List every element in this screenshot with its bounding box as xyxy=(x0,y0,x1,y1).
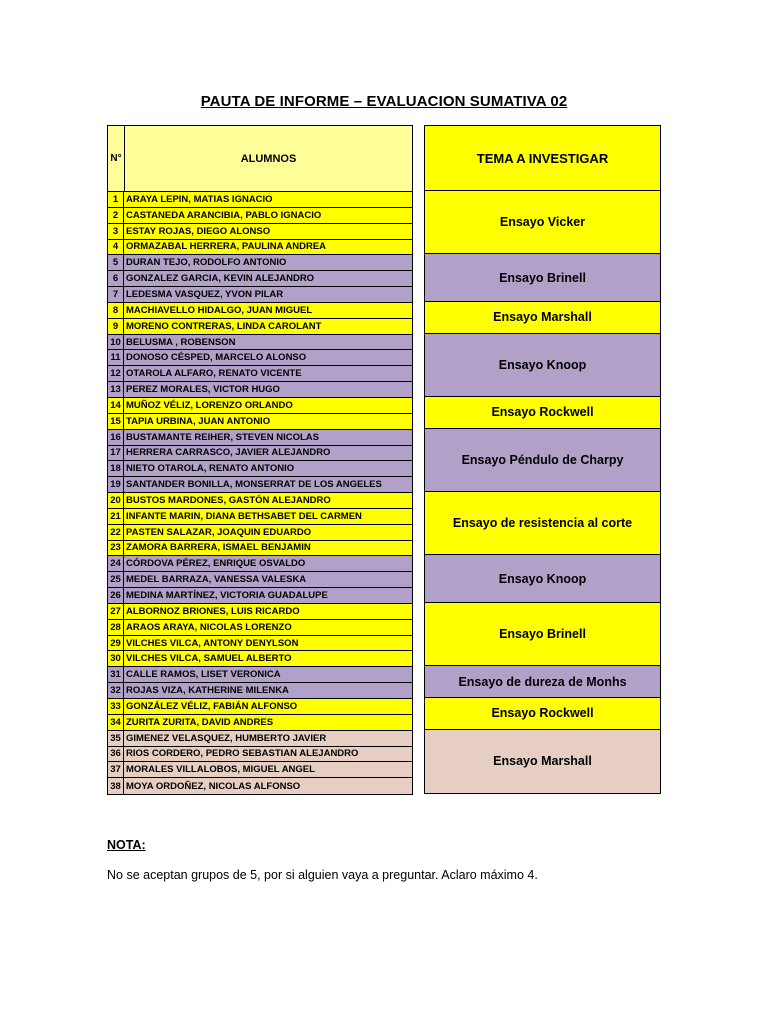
row-number: 1 xyxy=(108,192,124,207)
row-number: 18 xyxy=(108,461,124,476)
table-row xyxy=(108,683,412,699)
topic-cell: Ensayo Rockwell xyxy=(425,698,660,730)
table-row xyxy=(108,651,412,667)
row-number: 30 xyxy=(108,651,124,666)
student-name: INFANTE MARIN, DIANA BETHSABET DEL CARMEN xyxy=(126,510,362,522)
row-number: 10 xyxy=(108,335,124,350)
student-name: ROJAS VIZA, KATHERINE MILENKA xyxy=(126,685,289,697)
row-number: 28 xyxy=(108,620,124,635)
table-row xyxy=(108,271,412,287)
table-row xyxy=(108,588,412,604)
table-row xyxy=(108,208,412,224)
table-row xyxy=(108,287,412,303)
note-text: No se aceptan grupos de 5, por si alguien vaya a preguntar. Aclaro máximo 4. xyxy=(107,868,538,882)
table-row xyxy=(108,572,412,588)
topic-cell: Ensayo Brinell xyxy=(425,603,660,666)
student-name: TAPIA URBINA, JUAN ANTONIO xyxy=(126,415,271,427)
table-row xyxy=(108,398,412,414)
row-number: 4 xyxy=(108,240,124,255)
student-name: LEDESMA VASQUEZ, YVON PILAR xyxy=(126,288,284,300)
row-number: 23 xyxy=(108,541,124,556)
row-number: 29 xyxy=(108,636,124,651)
note-label: NOTA: xyxy=(107,838,146,852)
topic-cell: Ensayo Vicker xyxy=(425,191,660,254)
row-number: 7 xyxy=(108,287,124,302)
table-row xyxy=(108,556,412,572)
row-number: 15 xyxy=(108,414,124,429)
table-row xyxy=(108,699,412,715)
topic-cell: Ensayo Marshall xyxy=(425,730,660,793)
table-row xyxy=(108,747,412,763)
row-number: 36 xyxy=(108,747,124,762)
row-number: 8 xyxy=(108,303,124,318)
topic-cell: Ensayo Rockwell xyxy=(425,397,660,429)
row-number: 38 xyxy=(108,778,124,794)
student-name: VILCHES VILCA, ANTONY DENYLSON xyxy=(126,637,299,649)
table-row xyxy=(108,477,412,493)
students-table-header xyxy=(108,126,412,192)
student-name: ALBORNOZ BRIONES, LUIS RICARDO xyxy=(126,605,300,617)
row-number: 5 xyxy=(108,255,124,270)
topics-list xyxy=(425,191,660,793)
students-rows xyxy=(108,192,412,794)
student-name: MEDINA MARTÍNEZ, VICTORIA GUADALUPE xyxy=(126,590,328,602)
row-number: 37 xyxy=(108,762,124,777)
table-row xyxy=(108,509,412,525)
topic-cell: Ensayo Brinell xyxy=(425,254,660,302)
student-name: ESTAY ROJAS, DIEGO ALONSO xyxy=(126,225,271,237)
student-name: MORENO CONTRERAS, LINDA CAROLANT xyxy=(126,320,322,332)
student-name: VILCHES VILCA, SAMUEL ALBERTO xyxy=(126,653,292,665)
row-number: 32 xyxy=(108,683,124,698)
student-name: CÓRDOVA PÉREZ, ENRIQUE OSVALDO xyxy=(126,558,306,570)
row-number: 33 xyxy=(108,699,124,714)
row-number: 25 xyxy=(108,572,124,587)
table-row xyxy=(108,525,412,541)
table-row xyxy=(108,414,412,430)
table-row xyxy=(108,335,412,351)
table-row xyxy=(108,240,412,256)
student-name: GONZALEZ GARCIA, KEVIN ALEJANDRO xyxy=(126,273,315,285)
table-row xyxy=(108,224,412,240)
student-name: GONZÁLEZ VÉLIZ, FABIÁN ALFONSO xyxy=(126,700,298,712)
topic-cell: Ensayo Marshall xyxy=(425,302,660,334)
table-row xyxy=(108,350,412,366)
table-row xyxy=(108,715,412,731)
student-name: MOYA ORDOÑEZ, NICOLAS ALFONSO xyxy=(126,780,301,792)
student-name: CASTANEDA ARANCIBIA, PABLO IGNACIO xyxy=(126,209,322,221)
row-number: 9 xyxy=(108,319,124,334)
students-table xyxy=(107,125,413,795)
topics-table xyxy=(424,125,661,794)
topic-cell: Ensayo Péndulo de Charpy xyxy=(425,429,660,492)
row-number: 24 xyxy=(108,556,124,571)
row-number: 31 xyxy=(108,667,124,682)
student-name: SANTANDER BONILLA, MONSERRAT DE LOS ANGELES xyxy=(126,479,382,491)
student-name: ARAOS ARAYA, NICOLAS LORENZO xyxy=(126,621,292,633)
row-number: 21 xyxy=(108,509,124,524)
student-name: GIMENEZ VELASQUEZ, HUMBERTO JAVIER xyxy=(126,732,327,744)
student-name: MACHIAVELLO HIDALGO, JUAN MIGUEL xyxy=(126,304,313,316)
row-number: 19 xyxy=(108,477,124,492)
row-number: 20 xyxy=(108,493,124,508)
row-number: 35 xyxy=(108,731,124,746)
topic-cell: Ensayo de resistencia al corte xyxy=(425,492,660,555)
table-row xyxy=(108,319,412,335)
table-row xyxy=(108,430,412,446)
row-number: 26 xyxy=(108,588,124,603)
row-number: 22 xyxy=(108,525,124,540)
table-row xyxy=(108,778,412,794)
table-row xyxy=(108,604,412,620)
topics-column-header: TEMA A INVESTIGAR xyxy=(425,126,660,191)
student-name: CALLE RAMOS, LISET VERONICA xyxy=(126,669,281,681)
student-name: BUSTAMANTE REIHER, STEVEN NICOLAS xyxy=(126,431,320,443)
student-name: ZURITA ZURITA, DAVID ANDRES xyxy=(126,716,274,728)
student-name: OTAROLA ALFARO, RENATO VICENTE xyxy=(126,368,302,380)
student-name: MEDEL BARRAZA, VANESSA VALESKA xyxy=(126,574,307,586)
table-row xyxy=(108,541,412,557)
student-name: PASTEN SALAZAR, JOAQUIN EDUARDO xyxy=(126,526,312,538)
topic-cell: Ensayo Knoop xyxy=(425,555,660,603)
student-name: PEREZ MORALES, VICTOR HUGO xyxy=(126,384,280,396)
student-name: ARAYA LEPIN, MATIAS IGNACIO xyxy=(126,193,273,205)
row-number: 17 xyxy=(108,446,124,461)
row-number: 13 xyxy=(108,382,124,397)
topic-cell: Ensayo Knoop xyxy=(425,334,660,397)
row-number: 11 xyxy=(108,350,124,365)
table-row xyxy=(108,636,412,652)
student-name: ZAMORA BARRERA, ISMAEL BENJAMIN xyxy=(126,542,311,554)
student-name: MUÑOZ VÉLIZ, LORENZO ORLANDO xyxy=(126,399,293,411)
table-row xyxy=(108,255,412,271)
table-row xyxy=(108,192,412,208)
number-column-header: N° xyxy=(108,126,125,191)
table-row xyxy=(108,667,412,683)
table-row xyxy=(108,382,412,398)
student-name: BELUSMA , ROBENSON xyxy=(126,336,236,348)
table-row xyxy=(108,303,412,319)
student-name: HERRERA CARRASCO, JAVIER ALEJANDRO xyxy=(126,447,331,459)
row-number: 12 xyxy=(108,366,124,381)
student-name: DURAN TEJO, RODOLFO ANTONIO xyxy=(126,257,287,269)
row-number: 34 xyxy=(108,715,124,730)
row-number: 14 xyxy=(108,398,124,413)
table-row xyxy=(108,493,412,509)
student-name: BUSTOS MARDONES, GASTÓN ALEJANDRO xyxy=(126,494,331,506)
student-name: MORALES VILLALOBOS, MIGUEL ANGEL xyxy=(126,764,315,776)
table-row xyxy=(108,762,412,778)
row-number: 6 xyxy=(108,271,124,286)
page-title: PAUTA DE INFORME – EVALUACION SUMATIVA 02 xyxy=(200,93,568,110)
students-column-header: ALUMNOS xyxy=(240,152,297,165)
table-row xyxy=(108,366,412,382)
row-number: 2 xyxy=(108,208,124,223)
table-row xyxy=(108,446,412,462)
student-name: NIETO OTAROLA, RENATO ANTONIO xyxy=(126,463,295,475)
topic-cell: Ensayo de dureza de Monhs xyxy=(425,666,660,698)
row-number: 16 xyxy=(108,430,124,445)
student-name: RIOS CORDERO, PEDRO SEBASTIAN ALEJANDRO xyxy=(126,748,359,760)
row-number: 3 xyxy=(108,224,124,239)
student-name: DONOSO CÉSPED, MARCELO ALONSO xyxy=(126,352,307,364)
table-row xyxy=(108,731,412,747)
student-name: ORMAZABAL HERRERA, PAULINA ANDREA xyxy=(126,241,327,253)
table-row xyxy=(108,461,412,477)
row-number: 27 xyxy=(108,604,124,619)
table-row xyxy=(108,620,412,636)
